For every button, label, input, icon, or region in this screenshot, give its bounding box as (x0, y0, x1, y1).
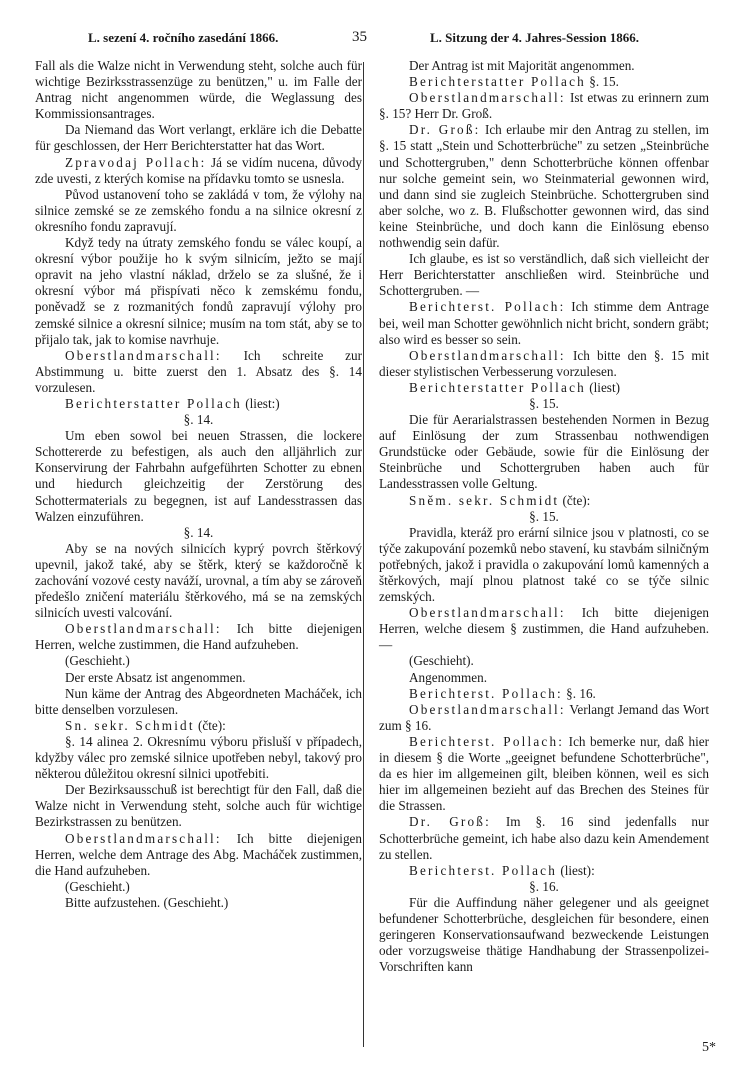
signature-mark: 5* (702, 1040, 716, 1055)
speaker-name: Berichterst. Pollach: (409, 733, 565, 749)
section-heading (35, 525, 362, 541)
column-divider (363, 62, 364, 1047)
paragraph (35, 235, 362, 348)
paragraph-text: Ich bitte diejenigen Herren, welche zustimmen, die Hand aufzuheben. (35, 621, 362, 653)
paragraph-text: Angenommen. (409, 669, 488, 685)
paragraph-text: §. 14. (183, 412, 214, 428)
paragraph-text: Der Antrag ist mit Majorität angenommen. (409, 58, 635, 73)
paragraph (379, 90, 709, 122)
paragraph (35, 58, 362, 122)
paragraph (379, 493, 709, 509)
paragraph (379, 605, 709, 653)
paragraph (35, 653, 362, 669)
paragraph (379, 348, 709, 380)
paragraph-text: (liest:) (241, 395, 280, 411)
speaker-name: Oberstlandmarschall: (65, 830, 222, 846)
paragraph (379, 122, 709, 251)
section-heading (379, 509, 709, 525)
speaker-name: Oberstlandmarschall: (409, 605, 566, 621)
paragraph-text: Die für Aerarialstrassen bestehenden Normen in Bezug auf Einlösung der zum Strassenbau nothwendigen Grundstücke oder Gebäude, sowie für die Einlösung der Steinbrüche und Schottergruben haben auch für Landesstrassen volle Geltung. (379, 412, 709, 492)
paragraph-text: Im §. 16 sind jedenfalls nur Schotterbrüche gemeint, ich habe also dazu kein Amendement zu stellen. (379, 814, 709, 862)
paragraph (379, 299, 709, 347)
paragraph-text: Ist etwas zu erinnern zum §. 15? Herr Dr. Groß. (379, 90, 709, 122)
speaker-name: Sněm. sekr. Schmidt (409, 492, 560, 508)
paragraph (379, 670, 709, 686)
paragraph-text: §. 15. (585, 74, 619, 90)
paragraph-text: Když tedy na útraty zemského fondu se válec koupí, a okresní výbor použije ho k svým silnicím, ježto se mají opravit na jeho vlastní náklad, drželo se za slušné, že i okresní výbor má přispívati něco k zemskému fondu, poněvadž se z rozmanitých fondů zapravují výlohy pro zemské silnice a okresní silnice; musím na tom stát, aby se to přijalo tak, jak to komise navrhuje. (35, 235, 362, 347)
paragraph (379, 734, 709, 814)
paragraph (379, 686, 709, 702)
paragraph-text: Ich stimme dem Antrage bei, weil man Schotter gewöhnlich nicht bricht, sondern gräbt; also wird es besser so sein. (379, 299, 709, 347)
paragraph-text: Ich erlaube mir den Antrag zu stellen, im §. 15 statt „Stein und Schotterbrüche" zu setzen „Steinbrüche und Schottergruben," denn Schotterbrüche können offenbar nur solche gemeint sein, wo Steinmaterial gewonnen wird, und dann sind sie zugleich Steinbrüche. Schottergruben sind aber solche, wo z. B. Flußschotter gewonnen wird, das sind keine Steinbrüche, und doch kann die Einlösung ebenso nothwendig sein dafür. (379, 122, 709, 251)
running-header-czech: L. sezení 4. ročního zasedání 1866. (88, 30, 279, 45)
paragraph-text: Für die Auffindung näher gelegener und als geeignet befundener Schotterbrüche, desgleichen für besondere, einen geringeren Konservationsaufwand bezweckende Leistungen oder vorzugsweise thätige Handhabung der Strassenpolizei-Vorschriften kann (379, 894, 709, 975)
speaker-name: Dr. Groß: (409, 814, 491, 830)
speaker-name: Oberstlandmarschall: (409, 90, 566, 106)
paragraph-text: Ich bitte diejenigen Herren, welche diesem § zustimmen, die Hand aufzuheben. — (379, 605, 709, 653)
paragraph (35, 718, 362, 734)
paragraph-text: (Geschieht). (409, 653, 474, 669)
paragraph-text: §. 14 alinea 2. Okresnímu výboru přisluší v případech, kdyžby válec pro zemské silnice upotřeben nebyl, takový pro některou důležitou okresní silnici upotřebiti. (35, 733, 362, 782)
speaker-name: Berichterst. Pollach: (409, 685, 563, 701)
speaker-name: Berichterstatter Pollach (65, 395, 242, 411)
section-heading (35, 412, 362, 428)
page-number: 35 (352, 29, 367, 45)
paragraph (35, 734, 362, 782)
paragraph-text: Aby se na nových silnicích kyprý povrch štěrkový upevnil, jakož také, aby se štěrk, který se každoročně k zachování vozové cesty naváží, urovnal, a tím aby se zároveň předešlo zničení materiálu štěrkového, má se na zemských silnicích uvesti valcování. (35, 540, 362, 621)
paragraph (35, 428, 362, 525)
paragraph-text: (Geschieht.) (65, 653, 130, 669)
speaker-name: Berichterstatter Pollach (409, 74, 586, 90)
paragraph (379, 412, 709, 492)
paragraph-text: (Geschieht.) (65, 878, 130, 894)
paragraph-text: §. 15. (529, 395, 559, 411)
speaker-name: Oberstlandmarschall: (65, 621, 222, 637)
paragraph (379, 74, 709, 90)
paragraph-text: Ich glaube, es ist so verständlich, daß sich vielleicht der Herr Berichterstatter anschließen wird. Steinbrüche und Schottergruben. — (379, 251, 709, 299)
paragraph (35, 670, 362, 686)
paragraph (379, 895, 709, 975)
paragraph (379, 525, 709, 605)
speaker-name: Berichterstatter Pollach (409, 379, 586, 395)
paragraph (379, 863, 709, 879)
speaker-name: Oberstlandmarschall: (65, 347, 222, 363)
paragraph-text: Já se vidím nucena, důvody zde uvesti, z kterých komise na přídavku tomto se usnesla. (35, 154, 363, 186)
running-header-german: L. Sitzung der 4. Jahres-Session 1866. (430, 30, 639, 45)
paragraph (379, 814, 709, 862)
paragraph (379, 653, 709, 669)
section-heading (379, 396, 709, 412)
paragraph (35, 541, 362, 621)
paragraph-text: §. 16. (562, 685, 596, 701)
paragraph-text: Da Niemand das Wort verlangt, erkläre ich die Debatte für geschlossen, der Herr Berichterstatter hat das Wort. (35, 122, 362, 154)
paragraph-text: Ich bemerke nur, daß hier in diesem § die Worte „geeignet befundene Schotterbrüche", da es hier im allgemeinen gilt, bleiben können, weil es sich hier im allgemeinen bezieht auf das Brechen des Steines für die Strassen. (379, 733, 709, 814)
paragraph-text: Ich schreite zur Abstimmung u. bitte zuerst den 1. Absatz des §. 14 vorzulesen. (35, 347, 362, 395)
paragraph-text: (čte): (194, 717, 226, 733)
paragraph-text: (čte): (559, 492, 591, 508)
speaker-name: Zpravodaj Pollach: (65, 154, 207, 170)
paragraph (379, 58, 709, 74)
paragraph (35, 187, 362, 235)
speaker-name: Dr. Groß: (409, 122, 481, 138)
paragraph-text: Nun käme der Antrag des Abgeordneten Macháček, ich bitte denselben vorzulesen. (35, 685, 362, 717)
speaker-name: Berichterst. Pollach: (409, 299, 566, 315)
paragraph-text: Pravidla, kteráž pro erární silnice jsou v platnosti, co se týče zakupování pozemků nebo stavení, ku stavbám silničným potřebných, jakož i pravidla o zakupování lomů kamenných a štěrkových, mají plnou platnost také co se týče silnic zemských. (379, 524, 709, 605)
paragraph-text: (liest) (585, 379, 620, 395)
paragraph (379, 702, 709, 734)
left-column (35, 58, 362, 911)
speaker-name: Oberstlandmarschall: (409, 347, 566, 363)
paragraph-text: §. 14. (183, 524, 214, 540)
paragraph-text: Ich bitte den §. 15 mit dieser stylistischen Verbesserung vorzulesen. (379, 347, 709, 379)
paragraph (35, 396, 362, 412)
section-heading (379, 879, 709, 895)
paragraph-text: Der Bezirksausschuß ist berechtigt für den Fall, daß die Walze nicht in Verwendung steht, solche auch für wichtige Bezirkstrassen zu benützen. (35, 782, 362, 830)
right-column (379, 58, 709, 975)
paragraph-text: Ich bitte diejenigen Herren, welche dem Antrage des Abg. Macháček zustimmen, die Hand aufzuheben. (35, 830, 362, 878)
speaker-name: Berichterst. Pollach (409, 862, 558, 878)
paragraph-text: Verlangt Jemand das Wort zum § 16. (379, 701, 709, 733)
paragraph (35, 155, 362, 187)
paragraph (379, 380, 709, 396)
paragraph (35, 879, 362, 895)
paragraph-text: Um eben sowol bei neuen Strassen, die lockere Schottererde zu befestigen, als auch den alljährlich zur Konservirung der Fahrbahn aufgeführten Schotter zu ebnen und hiedurch gleichzeitig der Zerstörung des Schottermaterials zu begegnen, ist auf Landesstrassen das Walzen einzuführen. (35, 428, 362, 524)
paragraph (35, 782, 362, 830)
paragraph-text: §. 16. (529, 878, 559, 894)
paragraph (35, 621, 362, 653)
paragraph-text: Bitte aufzustehen. (Geschieht.) (65, 894, 229, 910)
paragraph-text: §. 15. (529, 508, 559, 524)
paragraph-text: Původ ustanovení toho se zakládá v tom, že výlohy na silnice zemské se ze zemského fondu a na silnice okresní z okresního fondu zapravují. (35, 186, 362, 234)
speaker-name: Oberstlandmarschall: (409, 701, 566, 717)
paragraph (35, 895, 362, 911)
paragraph (35, 348, 362, 396)
paragraph-text: Fall als die Walze nicht in Verwendung steht, solche auch für wichtige Bezirksstrassenzüge zu benützen," u. im Falle der Antrag nicht angenommen würde, die Weglassung des Kommissionsantrages. (35, 58, 362, 122)
paragraph (379, 251, 709, 299)
paragraph (35, 122, 362, 154)
paragraph (35, 831, 362, 879)
paragraph-text: (liest): (557, 862, 595, 878)
paragraph (35, 686, 362, 718)
speaker-name: Sn. sekr. Schmidt (65, 717, 195, 733)
paragraph-text: Der erste Absatz ist angenommen. (65, 669, 246, 685)
